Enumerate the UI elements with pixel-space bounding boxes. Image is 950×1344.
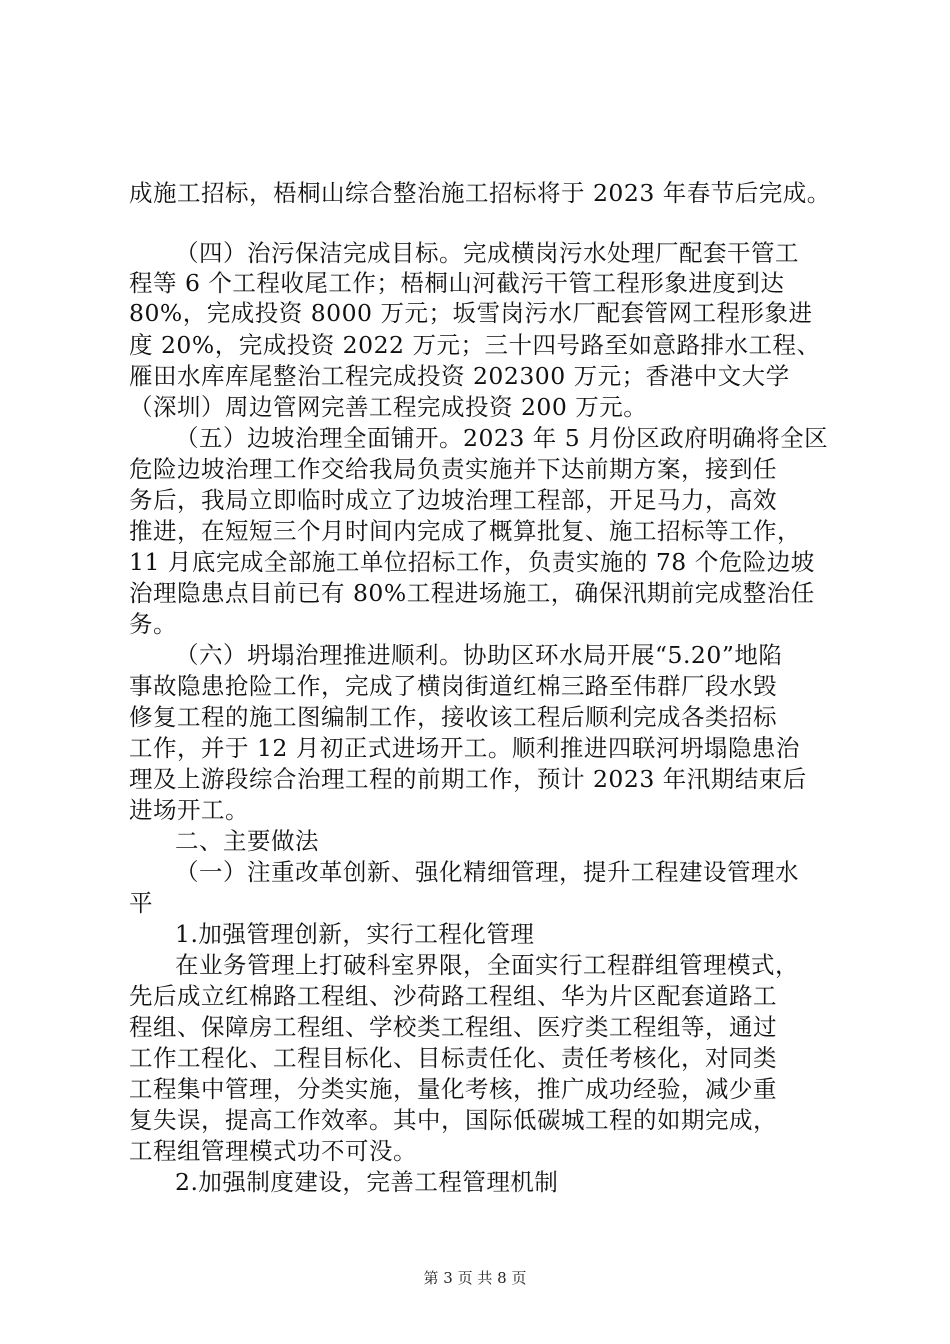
text-line: 11 月底完成全部施工单位招标工作，负责实施的 78 个危险边坡 xyxy=(129,548,815,576)
text-line: （五）边坡治理全面铺开。2023 年 5 月份区政府明确将全区 xyxy=(175,424,829,452)
subsection-heading: （一）注重改革创新、强化精细管理，提升工程建设管理水 xyxy=(175,858,799,886)
text-line: 程组、保障房工程组、学校类工程组、医疗类工程组等，通过 xyxy=(129,1013,777,1041)
item-heading: 1.加强管理创新，实行工程化管理 xyxy=(175,920,535,948)
text-line: 复失误，提高工作效率。其中，国际低碳城工程的如期完成， xyxy=(129,1106,777,1134)
text-line: 程等 6 个工程收尾工作；梧桐山河截污干管工程形象进度到达 xyxy=(129,269,785,297)
text-line: 工作，并于 12 月初正式进场开工。顺利推进四联河坍塌隐患治 xyxy=(129,734,800,762)
text-line: 度 20%，完成投资 2022 万元；三十四号路至如意路排水工程、 xyxy=(129,331,821,359)
text-line: 80%，完成投资 8000 万元；坂雪岗污水厂配套管网工程形象进 xyxy=(129,299,813,327)
text-line: 成施工招标，梧桐山综合整治施工招标将于 2023 年春节后完成。 xyxy=(129,179,831,207)
text-line: 务。 xyxy=(129,610,177,638)
text-line: 在业务管理上打破科室界限，全面实行工程群组管理模式， xyxy=(175,951,799,979)
text-line: 先后成立红棉路工程组、沙荷路工程组、华为片区配套道路工 xyxy=(129,982,777,1010)
section-heading: 二、主要做法 xyxy=(175,827,319,855)
text-line: 推进，在短短三个月时间内完成了概算批复、施工招标等工作， xyxy=(129,517,801,545)
text-line: （深圳）周边管网完善工程完成投资 200 万元。 xyxy=(129,393,648,421)
text-line: 事故隐患抢险工作，完成了横岗街道红棉三路至伟群厂段水毁 xyxy=(129,672,777,700)
text-line: 工程集中管理，分类实施，量化考核，推广成功经验，减少重 xyxy=(129,1075,777,1103)
item-heading: 2.加强制度建设，完善工程管理机制 xyxy=(175,1168,559,1196)
text-line: 工作工程化、工程目标化、目标责任化、责任考核化，对同类 xyxy=(129,1044,777,1072)
text-line: 修复工程的施工图编制工作，接收该工程后顺利完成各类招标 xyxy=(129,703,777,731)
text-line: 务后，我局立即临时成立了边坡治理工程部，开足马力，高效 xyxy=(129,486,777,514)
text-line: 工程组管理模式功不可没。 xyxy=(129,1137,417,1165)
text-line: 平 xyxy=(129,889,153,917)
text-line: （六）坍塌治理推进顺利。协助区环水局开展“5.20”地陷 xyxy=(175,641,783,669)
text-line: 进场开工。 xyxy=(129,796,249,824)
text-line: 理及上游段综合治理工程的前期工作，预计 2023 年汛期结束后 xyxy=(129,765,807,793)
page-number: 第 3 页 共 8 页 xyxy=(423,1269,527,1287)
text-line: 治理隐患点目前已有 80%工程进场施工，确保汛期前完成整治任 xyxy=(129,579,815,607)
text-line: 雁田水库库尾整治工程完成投资 202300 万元；香港中文大学 xyxy=(129,362,790,390)
text-line: （四）治污保洁完成目标。完成横岗污水处理厂配套干管工 xyxy=(175,239,799,267)
text-line: 危险边坡治理工作交给我局负责实施并下达前期方案，接到任 xyxy=(129,455,777,483)
